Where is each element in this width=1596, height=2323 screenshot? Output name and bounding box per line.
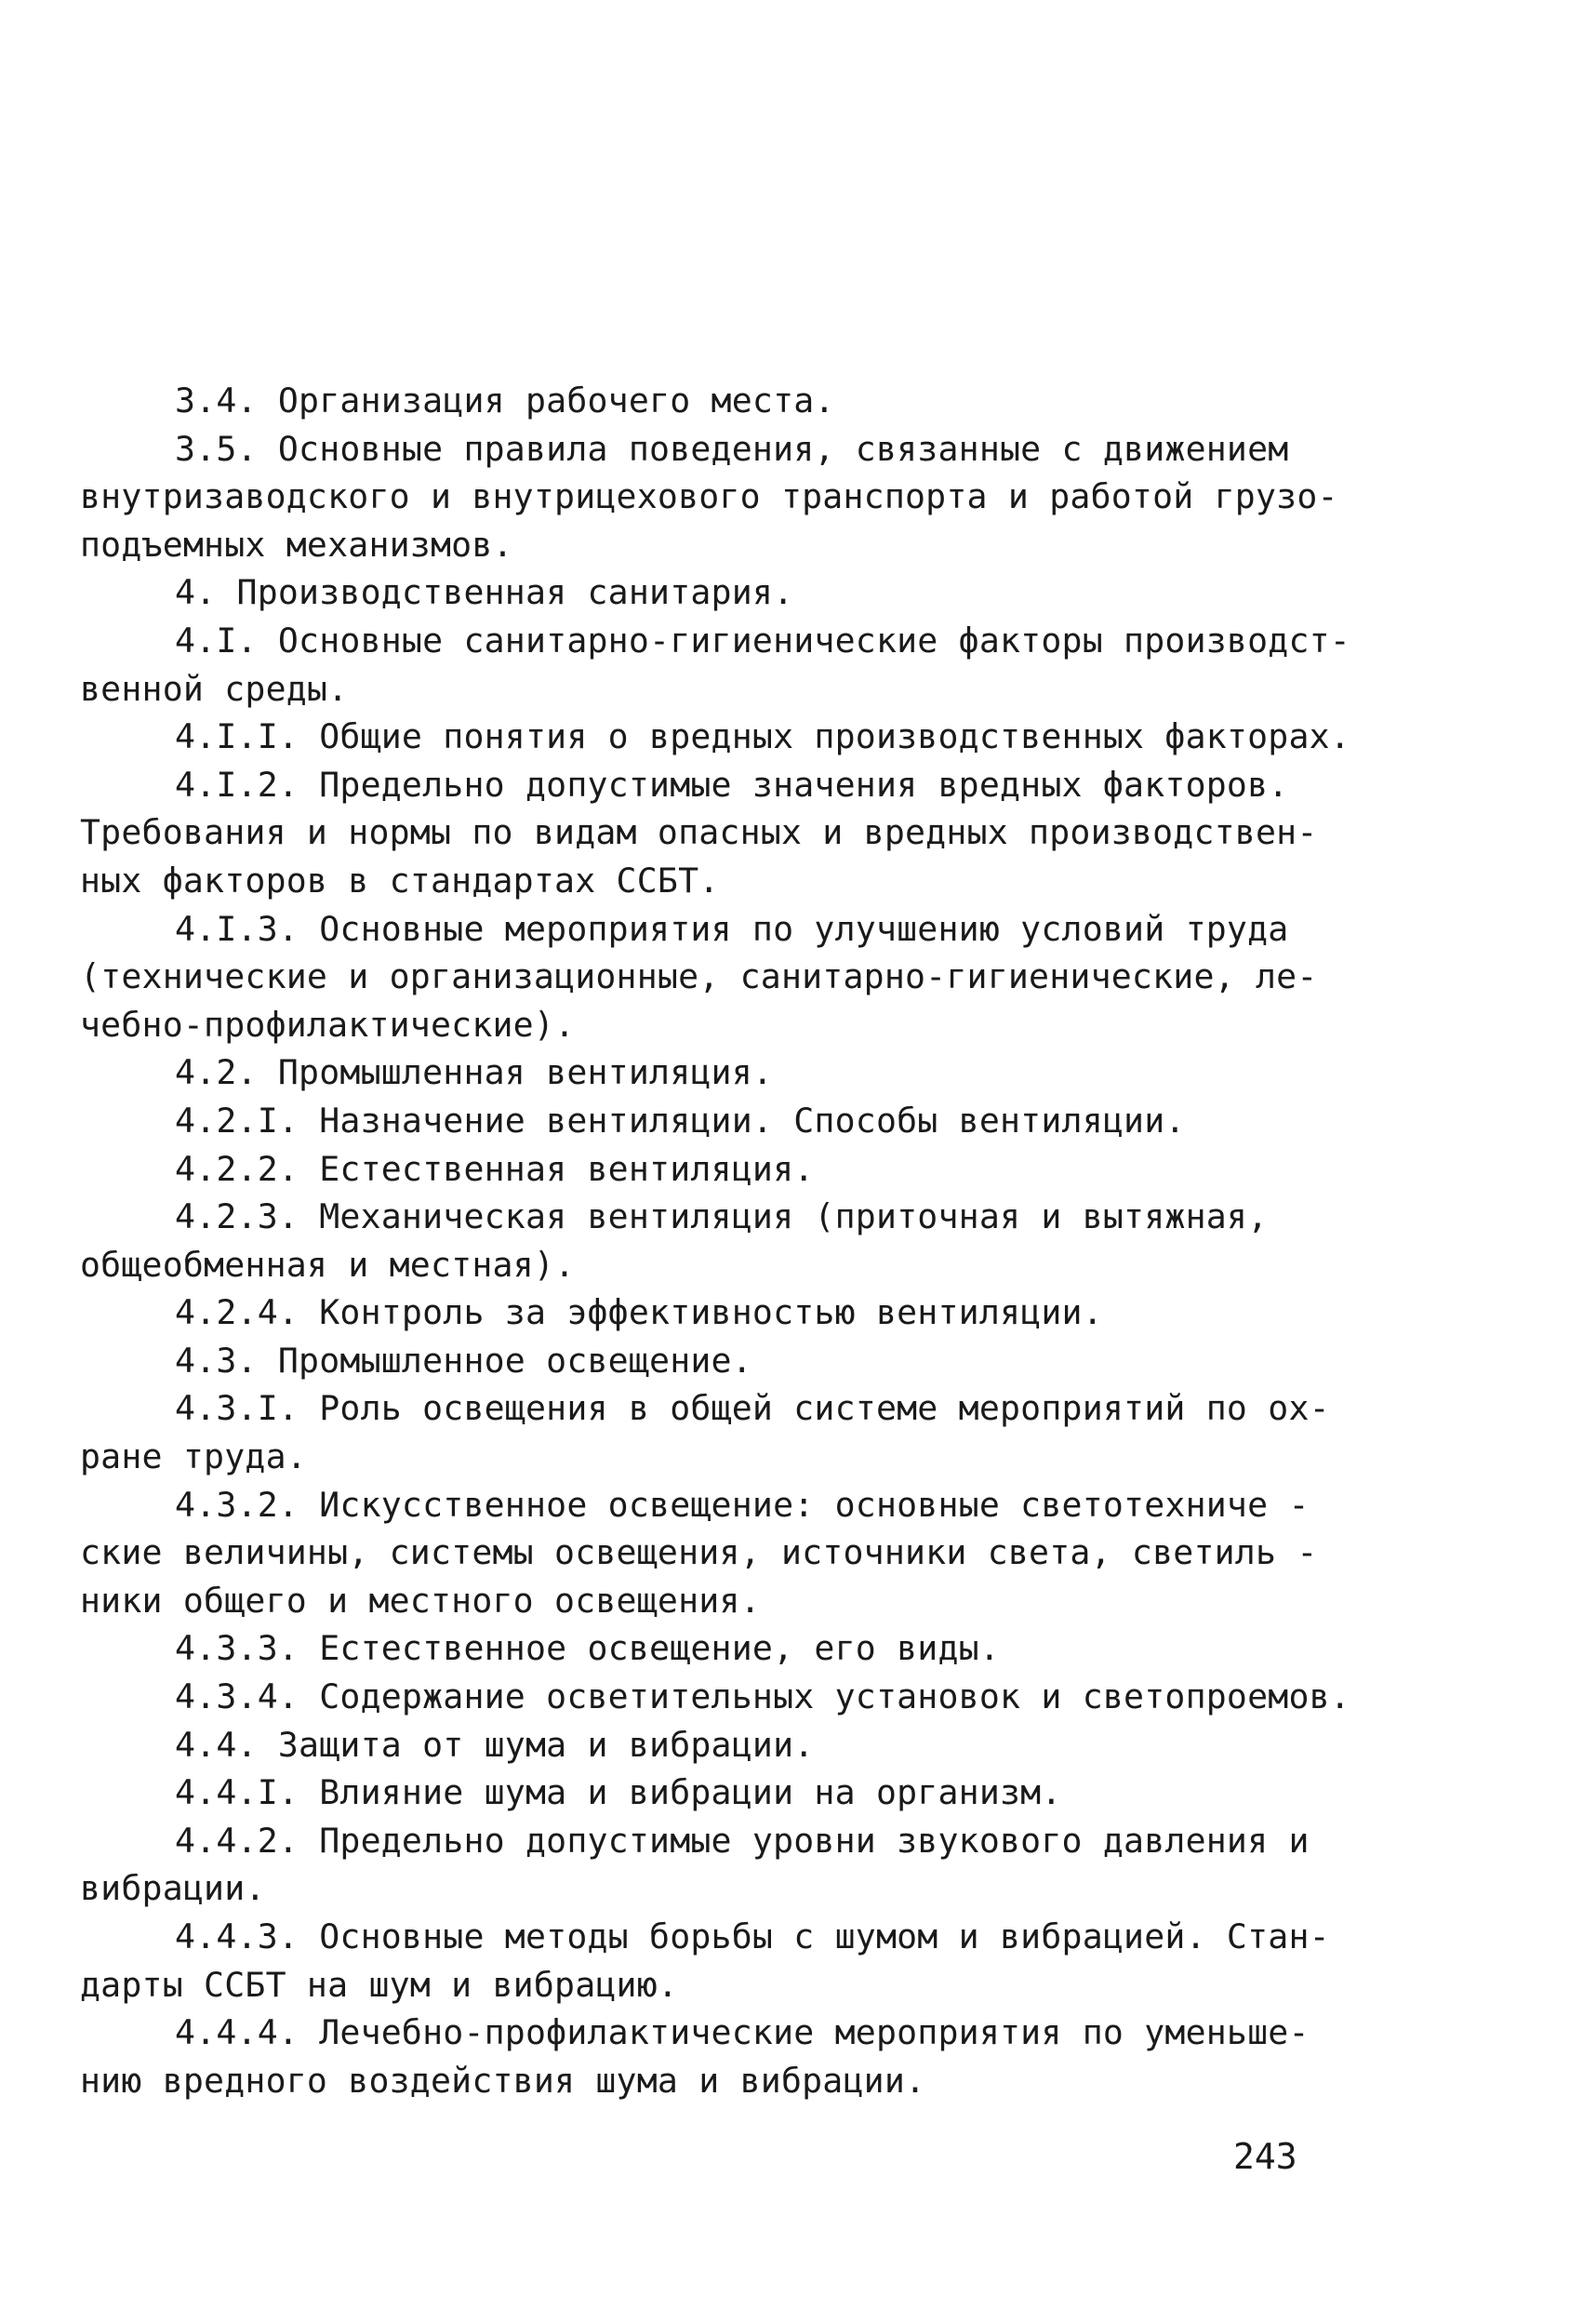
text-line: внутризаводского и внутрицехового транспорта и работой грузо- [80,476,1338,517]
text-line: 4.3.2. Искусственное освещение: основные светотехниче - [175,1484,1310,1525]
text-line: ники общего и местного освещения. [80,1580,761,1621]
text-line: 4.3.I. Роль освещения в общей системе мероприятий по ох- [175,1388,1330,1429]
text-line: 4.2.I. Назначение вентиляции. Способы вентиляции. [175,1100,1186,1141]
text-line: 4.4.I. Влияние шума и вибрации на организм. [175,1772,1062,1813]
document-text [80,377,1350,2104]
text-line: 4.2.4. Контроль за эффективностью вентиляции. [175,1292,1103,1333]
text-line: 4.I.I. Общие понятия о вредных производственных факторах. [175,716,1350,757]
text-line: 3.5. Основные правила поведения, связанные с движением [175,428,1289,469]
text-line: 4.2.2. Естественная вентиляция. [175,1148,815,1189]
text-line: 4. Производственная санитария. [175,572,794,613]
text-line: ране труда. [80,1436,307,1477]
text-line: 4.4. Защита от шума и вибрации. [175,1724,815,1765]
text-line: чебно-профилактические). [80,1004,576,1045]
text-line: ские величины, системы освещения, источники света, светиль - [80,1532,1318,1573]
text-line: 4.I.2. Предельно допустимые значения вредных факторов. [175,764,1289,805]
text-line: 4.3. Промышленное освещение. [175,1340,752,1381]
text-line: 4.2.3. Механическая вентиляция (приточная и вытяжная, [175,1196,1269,1237]
text-line: ных факторов в стандартах ССБТ. [80,860,720,901]
page-number: 243 [1233,2136,1297,2177]
text-line: 4.I. Основные санитарно-гигиенические факторы производст- [175,620,1350,661]
text-line: 4.4.2. Предельно допустимые уровни звукового давления и [175,1820,1310,1861]
text-line: 4.I.3. Основные мероприятия по улучшению условий труда [175,908,1289,949]
text-line: 4.3.3. Естественное освещение, его виды. [175,1628,1000,1669]
text-line: 4.3.4. Содержание осветительных установок и светопроемов. [175,1676,1350,1717]
text-line: вибрации. [80,1868,266,1909]
text-line: 3.4. Организация рабочего места. [175,380,835,421]
text-line: общеобменная и местная). [80,1244,576,1285]
text-line: нию вредного воздействия шума и вибрации. [80,2060,926,2101]
text-line: 4.4.3. Основные методы борьбы с шумом и вибрацией. Стан- [175,1916,1330,1956]
text-line: венной среды. [80,668,349,709]
text-line: Требования и нормы по видам опасных и вредных производствен- [80,812,1318,853]
text-line: 4.4.4. Лечебно-профилактические мероприятия по уменьше- [175,2012,1310,2053]
text-line: дарты ССБТ на шум и вибрацию. [80,1964,679,2005]
text-line: (технические и организационные, санитарно-гигиенические, ле- [80,956,1318,997]
text-line: 4.2. Промышленная вентиляция. [175,1052,774,1093]
text-line: подъемных механизмов. [80,524,513,565]
